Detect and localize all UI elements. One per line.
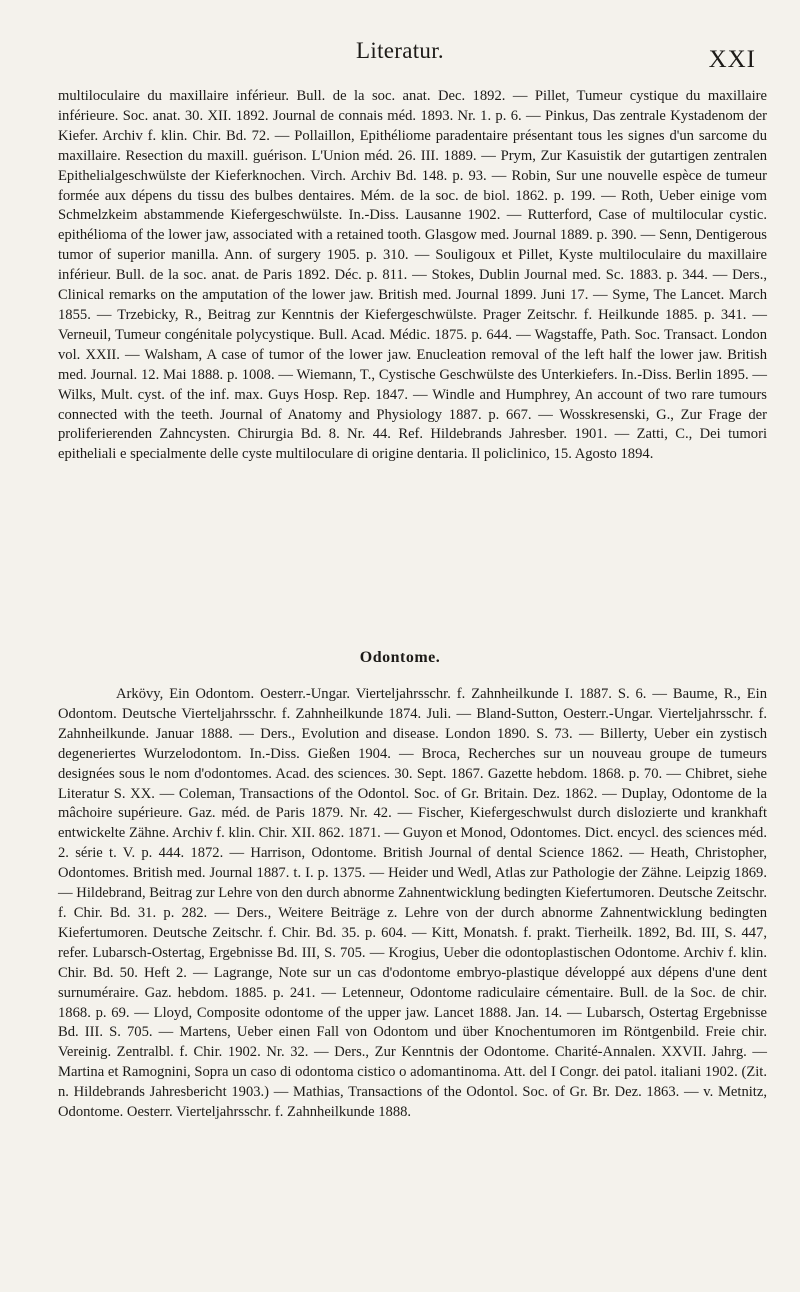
reference-paragraph: multiloculaire du maxillaire inférieur. Bull. de la soc. anat. Dec. 1892. — Pillet, Tumeur cystique du maxillaire inférieure. Soc. anat. 30. XII. 1892. Journal de connais méd. 1893. Nr. 1. p. 6. — Pinkus, Das zentrale Kystadenom der Kiefer. Archiv f. klin. Chir. Bd. 72. — Pollaillon, Epithéliome paradentaire présentant tous les signes d'un sarcome du maxillaire. Resection du maxill. guérison. L'Union méd. 26. III. 1889. — Prym, Zur Kasuistik der gutartigen zentralen Epithelialgeschwülste der Kieferknochen. Virch. Archiv Bd. 148. p. 93. — Robin, Sur une nouvelle espèce de tumeur formée aux dépens du tissu des bulbes dentaires. Mém. de la soc. de biol. 1862. p. 199. — Roth, Ueber einige vom Schmelzkeim abstammende Kiefergeschwülste. In.-Diss. Lausanne 1902. — Rutterford, Case of multilocular cystic. epithélioma of the lower jaw, associated with a retained tooth. Glasgow med. Journal 1889. p. 390. — Senn, Dentigerous tumor of superior manilla. Ann. of surgery 1905. p. 310. — Souligoux et Pillet, Kyste multiloculaire du maxillaire inférieur. Bull. de la soc. anat. de Paris 1892. Déc. p. 811. — Stokes, Dublin Journal med. Sc. 1883. p. 344. — Ders., Clinical remarks on the amputation of the lower jaw. British med. Journal 1899. Juni 17. — Syme, The Lancet. March 1855. — Trzebicky, R., Beitrag zur Kenntnis der Kiefergeschwülste. Prager Zeitschr. f. Heilkunde 1885. p. 341. — Verneuil, Tumeur congénitale polycystique. Bull. Acad. Médic. 1875. p. 644. — Wagstaffe, Path. Soc. Transact. London vol. XXII. — Walsham, A case of tumor of the lower jaw. Enucleation removal of the left half the lower jaw. British med. Journal. 12. Mai 1888. p. 1008. — Wiemann, T., Cystische Geschwülste des Unterkiefers. In.-Diss. Berlin 1895. — Wilks, Mult. cyst. of the inf. max. Guys Hosp. Rep. 1847. — Windle and Humphrey, An account of two rare tumours connected with the teeth. Journal of Anatomy and Physiology 1887. p. 667. — Wosskresenski, G., Zur Frage der proliferierenden Zahncysten. Chirurgia Bd. 8. Nr. 44. Ref. Hildebrands Jahresber. 1901. — Zatti, C., Dei tumori epitheliali e specialmente delle cyste multiloculare di origine dentaria. Il policlinico, 15. Agosto 1894. xyxy=(58,88,767,463)
references-continued xyxy=(58,87,767,465)
reference-paragraph: Arkövy, Ein Odontom. Oesterr.-Ungar. Vierteljahrsschr. f. Zahnheilkunde I. 1887. S. 6. — Baume, R., Ein Odontom. Deutsche Vierteljahrsschr. f. Zahnheilkunde 1874. Juli. — Bland-Sutton, Oesterr.-Ungar. Vierteljahrsschr. f. Zahnheilkunde. Januar 1888. — Ders., Evolution and disease. London 1890. S. 73. — Billerty, Ueber ein zystisch degeneriertes Wurzelodontom. In.-Diss. Gießen 1904. — Broca, Recherches sur un nouveau groupe de tumeurs designées sous le nom d'odontomes. Acad. des sciences. 30. Sept. 1867. Gazette hebdom. 1868. p. 70. — Chibret, siehe Literatur S. XX. — Coleman, Transactions of the Odontol. Soc. of Gr. Britain. Dez. 1862. — Duplay, Odontome de la mâchoire supérieure. Gaz. méd. de Paris 1879. Nr. 42. — Fischer, Kiefergeschwulst durch dislozierte und krankhaft entwickelte Zähne. Archiv f. klin. Chir. XII. 862. 1871. — Guyon et Monod, Odontomes. Dict. encycl. des sciences méd. 2. série t. V. p. 444. 1872. — Harrison, Odontome. British Journal of dental Science 1862. — Heath, Christopher, Odontomes. British med. Journal 1887. t. I. p. 1375. — Heider und Wedl, Atlas zur Pathologie der Zähne. Leipzig 1869. — Hildebrand, Beitrag zur Lehre von den durch abnorme Zahnentwicklung bedingten Kiefertumoren. Deutsche Zeitschr. f. Chir. Bd. 31. p. 282. — Ders., Weitere Beiträge z. Lehre von der durch abnorme Zahnentwicklung bedingten Kiefertumoren. Deutsche Zeitschr. f. Chir. Bd. 35. p. 604. — Kitt, Monatsh. f. prakt. Tierheilk. 1892, Bd. III, S. 447, refer. Lubarsch-Ostertag, Ergebnisse Bd. III, S. 705. — Krogius, Ueber die odontoplastischen Odontome. Archiv f. klin. Chir. Bd. 50. Heft 2. — Lagrange, Note sur un cas d'odontome embryo-plastique développé aux dépens d'une dent surnuméraire. Gaz. hebdom. 1885. p. 241. — Letenneur, Odontome radiculaire cémentaire. Bull. de la Soc. de chir. 1868. p. 69. — Lloyd, Composite odontome of the upper jaw. Lancet 1888. Jan. 14. — Lubarsch, Ostertag Ergebnisse Bd. III. S. 705. — Martens, Ueber einen Fall von Odontom und über Knochentumoren im Röntgenbild. Freie chir. Vereinig. Zentralbl. f. Chir. 1902. Nr. 32. — Ders., Zur Kenntnis der Odontome. Charité-Annalen. XXVII. Jahrg. — Martina et Ramognini, Sopra un caso di odontoma cistico o adomantinoma. Att. del I Congr. dei patol. italiani 1902. (Zit. n. Hildebrands Jahresbericht 1903.) — Mathias, Transactions of the Odontol. Soc. of Gr. Br. Dez. 1863. — v. Metnitz, Odontome. Oesterr. Vierteljahrsschr. f. Zahnheilkunde 1888. xyxy=(58,686,767,1121)
section-heading: Odontome. xyxy=(359,649,441,666)
page-number: XXI xyxy=(708,46,756,73)
running-head: Literatur. xyxy=(356,38,444,63)
odontome-references xyxy=(58,685,767,1123)
